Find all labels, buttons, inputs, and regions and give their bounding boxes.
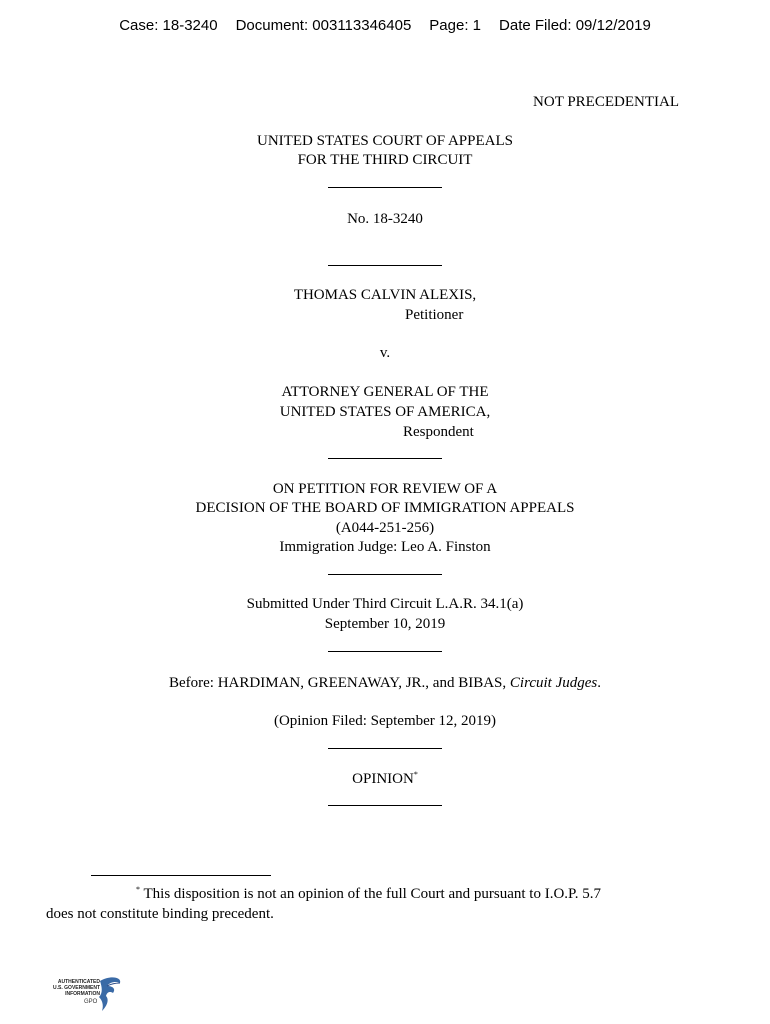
docket-number: No. 18-3240 bbox=[347, 211, 423, 227]
gpo-seal-line: INFORMATION bbox=[65, 991, 100, 997]
gpo-authentication-seal bbox=[44, 975, 128, 1015]
footnote-line2: does not constitute binding precedent. bbox=[46, 906, 274, 922]
court-name-line2: FOR THE THIRD CIRCUIT bbox=[297, 152, 473, 168]
footnote-reference: * bbox=[413, 770, 418, 779]
footnote-marker: * bbox=[136, 885, 140, 894]
filing-header bbox=[0, 17, 770, 34]
footnote-line1: This disposition is not an opinion of the full Court and pursuant to I.O.P. 5.7 bbox=[143, 886, 601, 902]
gpo-seal-text bbox=[44, 979, 100, 997]
eagle-icon bbox=[96, 975, 126, 1015]
separator-rule bbox=[328, 187, 442, 188]
gpo-seal-label: GPO bbox=[84, 999, 98, 1005]
versus: v. bbox=[379, 345, 391, 361]
page-number: Page: 1 bbox=[429, 17, 482, 34]
submission-date: September 10, 2019 bbox=[324, 616, 446, 632]
footnote bbox=[46, 884, 691, 924]
separator-rule bbox=[328, 805, 442, 806]
opinion-heading bbox=[0, 771, 770, 788]
petition-line1: ON PETITION FOR REVIEW OF A bbox=[272, 481, 498, 497]
agency-number: (A044-251-256) bbox=[335, 520, 435, 536]
respondent-role: Respondent bbox=[403, 424, 474, 440]
gpo-seal-line: U.S. GOVERNMENT bbox=[53, 985, 100, 991]
gpo-seal-line: AUTHENTICATED bbox=[57, 979, 100, 985]
footnote-separator bbox=[91, 875, 271, 876]
date-filed: Date Filed: 09/12/2019 bbox=[499, 17, 651, 34]
precedential-status: NOT PRECEDENTIAL bbox=[533, 94, 679, 110]
submission-line1: Submitted Under Third Circuit L.A.R. 34.1(a) bbox=[246, 596, 524, 612]
panel-judges bbox=[0, 675, 770, 692]
court-name-line1: UNITED STATES COURT OF APPEALS bbox=[257, 133, 513, 149]
separator-rule bbox=[328, 574, 442, 575]
respondent-line1: ATTORNEY GENERAL OF THE bbox=[281, 384, 489, 400]
separator-rule bbox=[328, 265, 442, 266]
petitioner-role: Petitioner bbox=[405, 307, 464, 323]
panel-judges-period: . bbox=[597, 675, 601, 691]
petition-line2: DECISION OF THE BOARD OF IMMIGRATION APPEALS bbox=[195, 500, 575, 516]
separator-rule bbox=[328, 651, 442, 652]
panel-judges-title: Circuit Judges bbox=[509, 675, 598, 691]
document-number: Document: 003113346405 bbox=[235, 17, 412, 34]
case-number: Case: 18-3240 bbox=[119, 17, 218, 34]
immigration-judge: Immigration Judge: Leo A. Finston bbox=[279, 539, 491, 555]
separator-rule bbox=[328, 458, 442, 459]
panel-judges-names: Before: HARDIMAN, GREENAWAY, JR., and BIBAS, bbox=[169, 675, 507, 691]
opinion-heading-text: OPINION bbox=[352, 771, 414, 787]
petitioner-name: THOMAS CALVIN ALEXIS, bbox=[293, 287, 477, 303]
respondent-line2: UNITED STATES OF AMERICA, bbox=[279, 404, 491, 420]
separator-rule bbox=[328, 748, 442, 749]
opinion-filed: (Opinion Filed: September 12, 2019) bbox=[273, 713, 497, 729]
